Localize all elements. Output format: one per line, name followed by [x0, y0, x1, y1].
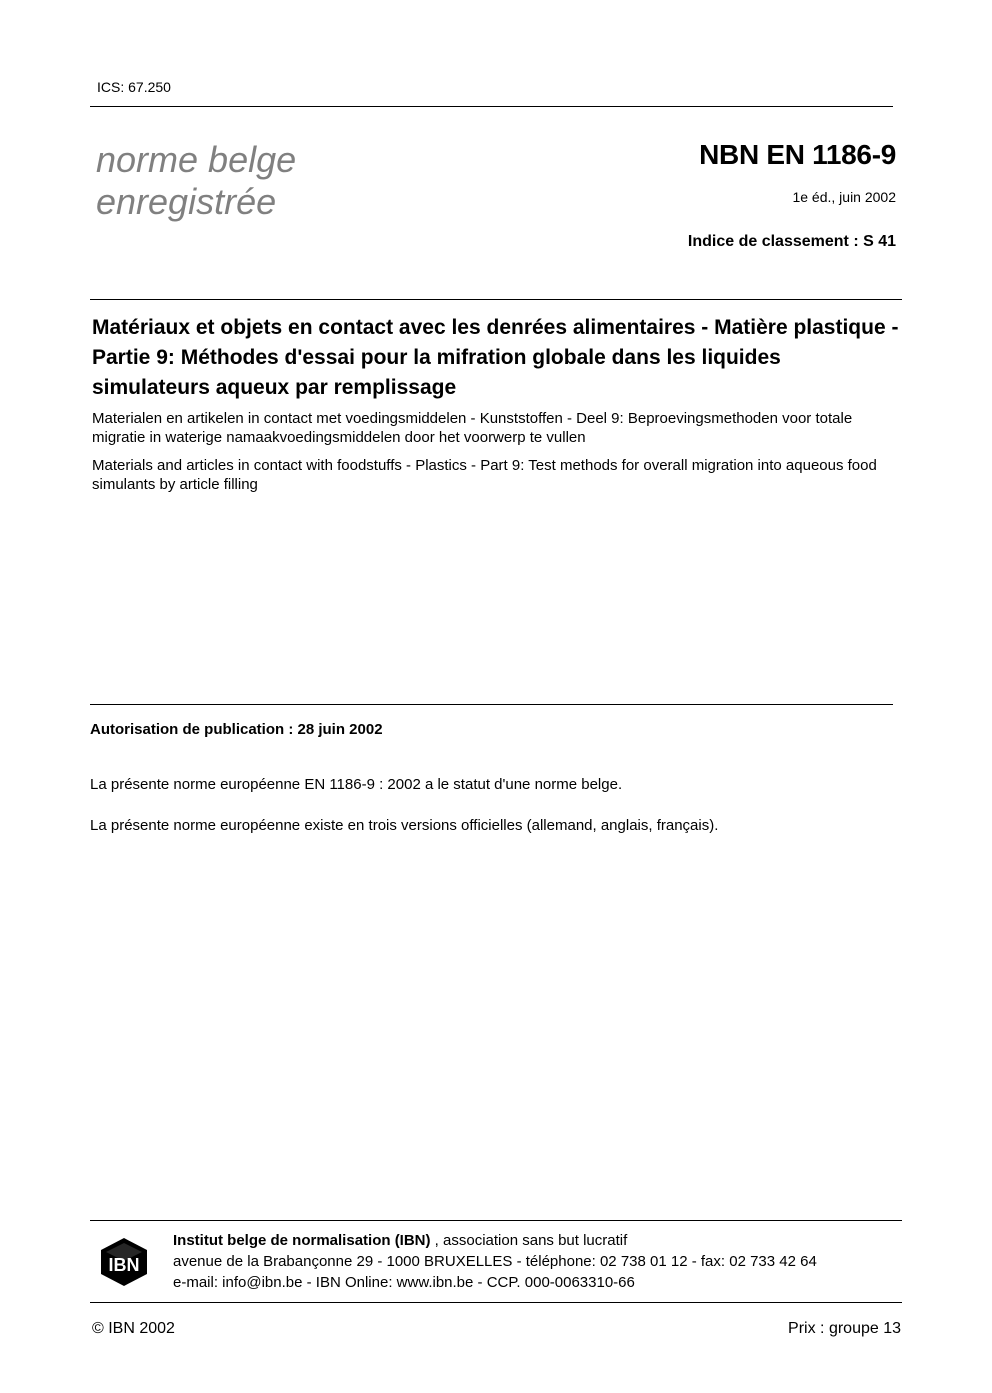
institute-line: [173, 1230, 817, 1251]
title-top-rule: [90, 299, 902, 300]
footer-bottom-rule: [90, 1302, 902, 1303]
ibn-logo-icon: [99, 1237, 149, 1287]
title-dutch: Materialen en artikelen in contact met voedingsmiddelen - Kunststoffen - Deel 9: Beproevingsmethoden voor totale migratie in waterige namaakvoedingsmiddelen door het voorwerp te vullen: [92, 410, 853, 446]
publication-authorization: Autorisation de publication : 28 juin 2002: [90, 721, 383, 738]
title-english: Materials and articles in contact with foodstuffs - Plastics - Part 9: Test methods for overall migration into aqueous food simulants by article filling: [92, 457, 877, 493]
standard-number: NBN EN 1186-9: [699, 139, 896, 170]
status-paragraph: La présente norme européenne EN 1186-9 : 2002 a le statut d'une norme belge.: [90, 776, 623, 793]
brand-line-1: norme belge: [96, 139, 297, 180]
brand-line-2: enregistrée: [96, 181, 277, 222]
price-group: Prix : groupe 13: [788, 1320, 901, 1337]
logo-text: IBN: [108, 1255, 140, 1275]
header-rule: [90, 106, 893, 107]
brand-label: [96, 139, 296, 223]
edition-info: 1e éd., juin 2002: [792, 189, 896, 205]
institute-block: [173, 1230, 817, 1293]
institute-contact: e-mail: info@ibn.be - IBN Online: www.ibn.be - CCP. 000-0063310-66: [173, 1274, 635, 1291]
footer-top-rule: [90, 1220, 902, 1221]
institute-name: Institut belge de normalisation (IBN): [173, 1232, 431, 1249]
institute-address: avenue de la Brabançonne 29 - 1000 BRUXELLES - téléphone: 02 738 01 12 - fax: 02 733 42 64: [173, 1253, 817, 1270]
ics-code: ICS: 67.250: [97, 79, 171, 95]
copyright: © IBN 2002: [92, 1320, 175, 1337]
institute-suffix: , association sans but lucratif: [430, 1232, 628, 1249]
title-french: Matériaux et objets en contact avec les denrées alimentaires - Matière plastique - Partie 9: Méthodes d'essai pour la mifration globale dans les liquides simulateurs aqueux par remplissage: [92, 316, 899, 399]
classification-index: Indice de classement : S 41: [687, 233, 896, 250]
body-top-rule: [90, 704, 893, 705]
versions-paragraph: La présente norme européenne existe en trois versions officielles (allemand, anglais, français).: [90, 817, 719, 834]
